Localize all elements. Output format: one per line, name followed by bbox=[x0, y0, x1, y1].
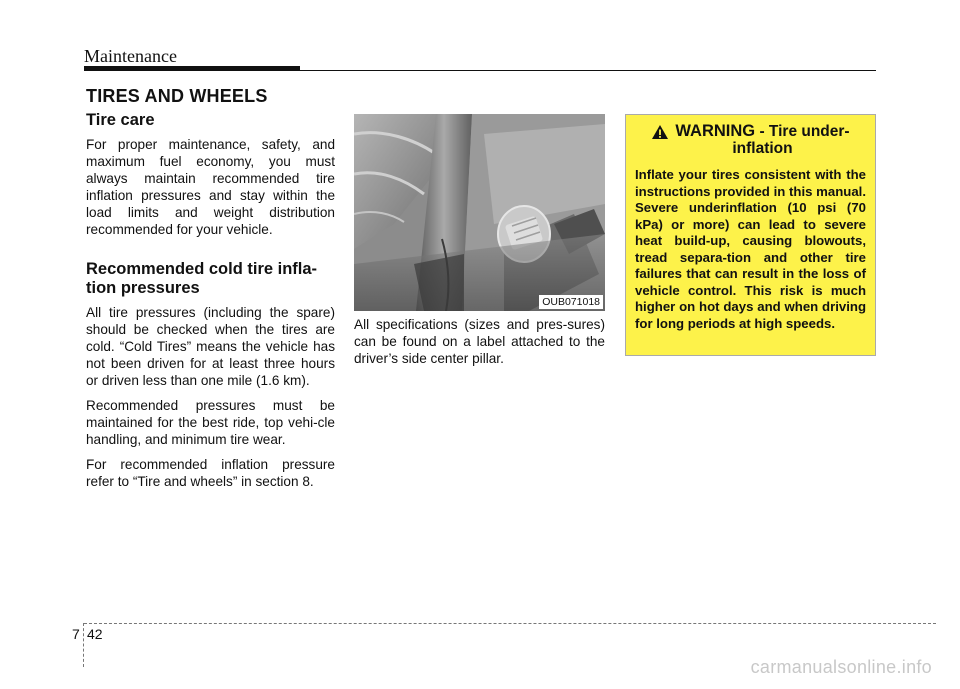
cold-pressure-heading-line2: tion pressures bbox=[86, 279, 200, 297]
footer-chapter-number: 7 bbox=[72, 626, 80, 642]
section-title: TIRES AND WHEELS bbox=[86, 86, 268, 106]
cold-pressure-heading bbox=[86, 260, 335, 298]
figure-code: OUB071018 bbox=[539, 295, 603, 309]
figure-caption-column bbox=[354, 316, 605, 375]
header-rule-thick bbox=[84, 66, 300, 71]
footer-divider bbox=[83, 623, 84, 667]
cold-pressure-para1: All tire pressures (including the spare) should be checked when the tires are cold. “Cold Tires” means the vehicle has not been driven for at least three hours or driven less than one mile (1.6 km). bbox=[86, 305, 335, 388]
figure-caption: All specifications (sizes and pres-sures) can be found on a label attached to the driver’s side center pillar. bbox=[354, 317, 605, 366]
warning-body: Inflate your tires consistent with the instructions provided in this manual. Severe underinflation (10 psi (70 kPa) or more) can lead to severe heat build-up, causing blowouts, tread separa-tion and other tire failures that can result in the loss of vehicle control. This risk is much higher on hot days and when driving for long periods at high speeds. bbox=[635, 167, 866, 331]
warning-title-line1: - Tire under- bbox=[755, 123, 850, 140]
cold-pressure-para3: For recommended inflation pressure refer to “Tire and wheels” in section 8. bbox=[86, 457, 335, 489]
figure-center-pillar-label bbox=[354, 114, 605, 311]
cold-pressure-para2: Recommended pressures must be maintained for the best ride, top vehi-cle handling, and minimum tire wear. bbox=[86, 398, 335, 447]
tire-care-heading: Tire care bbox=[86, 111, 155, 129]
footer-rule bbox=[84, 623, 936, 624]
footer-page-number: 42 bbox=[87, 626, 103, 642]
tire-care-body: For proper maintenance, safety, and maximum fuel economy, you must always maintain recommended tire inflation pressures and stay within the load limits and weight distribution recommended for your vehicle. bbox=[86, 137, 335, 237]
warning-triangle-icon bbox=[651, 124, 669, 140]
warning-title-text bbox=[675, 123, 849, 157]
figure-illustration bbox=[354, 114, 605, 311]
warning-title-line2: inflation bbox=[732, 140, 793, 157]
header-section-title: Maintenance bbox=[84, 46, 177, 66]
left-column bbox=[86, 111, 335, 498]
warning-box bbox=[625, 114, 876, 356]
warning-label: WARNING bbox=[675, 122, 756, 140]
watermark: carmanualsonline.info bbox=[750, 657, 932, 677]
header-rule-thin bbox=[300, 70, 876, 71]
warning-title bbox=[635, 123, 866, 157]
cold-pressure-heading-line1: Recommended cold tire infla- bbox=[86, 260, 318, 278]
